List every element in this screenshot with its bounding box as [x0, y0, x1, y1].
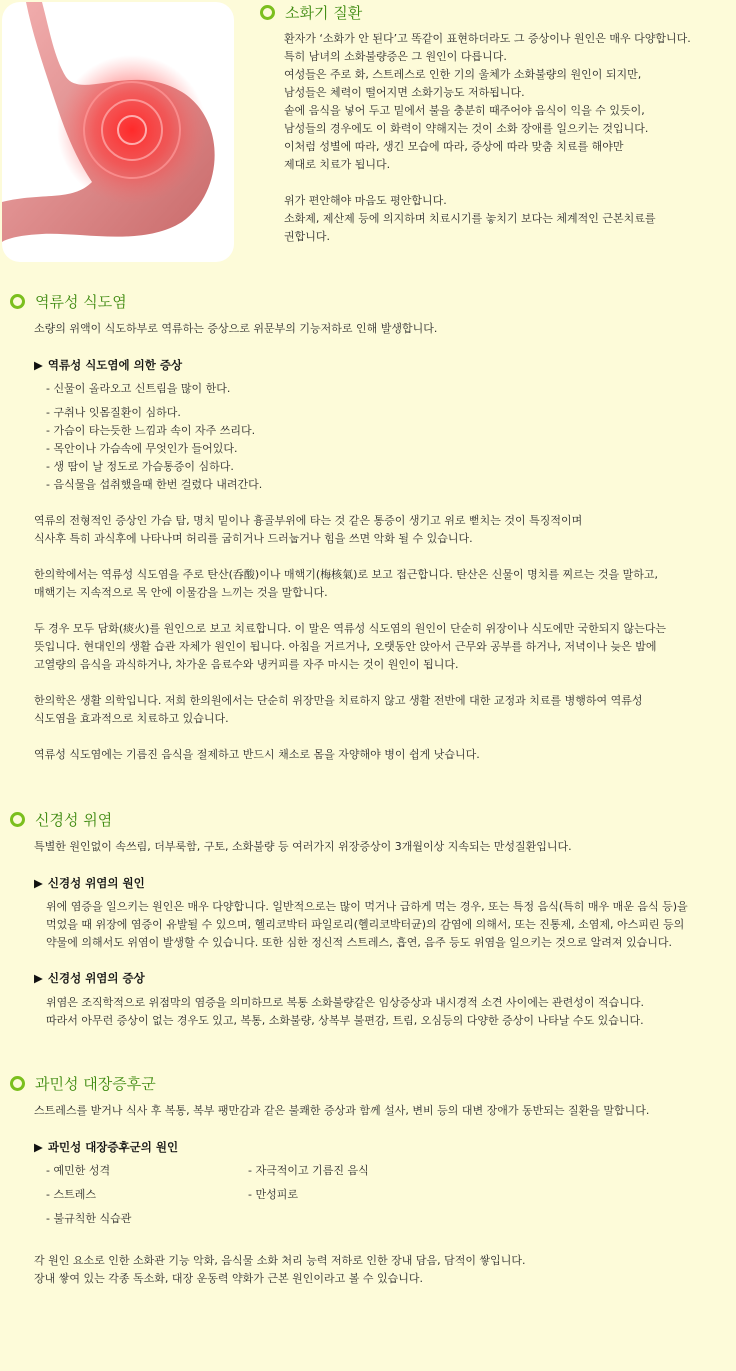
text-line: 한의학은 생활 의학입니다. 저희 한의원에서는 단순히 위장만을 치료하지 않고 생활 전반에 대한 교정과 치료를 병행하여 역류성 [34, 694, 643, 707]
text-line: 식사후 특히 과식후에 나타나며 허리를 굽히거나 드러눕거나 힘을 쓰면 악화 될 수 있습니다. [34, 532, 473, 545]
subheading-text: 역류성 식도염에 의한 증상 [47, 358, 183, 372]
gastritis-cause-heading [34, 875, 145, 891]
gastritis-cause-text [46, 898, 688, 952]
text-line: 남성들은 체력이 떨어지면 소화기능도 저하됩니다. [284, 86, 525, 99]
section-title-ibs [10, 1073, 156, 1094]
text-line: 매핵기는 지속적으로 목 안에 이물감을 느끼는 것을 말합니다. [34, 586, 328, 599]
text-line: 고열량의 음식을 과식하거나, 차가운 음료수와 냉커피를 자주 마시는 것이 원인이 됩니다. [34, 658, 459, 671]
text-line: 여성들은 주로 화, 스트레스로 인한 기의 울체가 소화불량의 원인이 되지만, [284, 68, 642, 81]
reflux-paragraph-4 [34, 692, 643, 728]
text-line: 뜻입니다. 현대인의 생활 습관 자체가 원인이 됩니다. 아침을 거르거나, 오랫동안 앉아서 근무와 공부를 하거나, 저녁이나 늦은 밤에 [34, 640, 657, 653]
circle-bullet-icon [10, 812, 25, 827]
subheading-text: 신경성 위염의 원인 [47, 876, 145, 890]
gastritis-symptom-text [46, 994, 644, 1030]
reflux-intro: 소량의 위액이 식도하부로 역류하는 증상으로 위문부의 기능저하로 인해 발생합니다. [34, 322, 438, 335]
text-line: 남성들의 경우에도 이 화력이 약해지는 것이 소화 장애를 일으키는 것입니다. [284, 122, 649, 135]
arrow-right-icon: ▶ [34, 1140, 43, 1154]
cause-item: - 자극적이고 기름진 음식 [248, 1164, 369, 1177]
gastritis-intro: 특별한 원인없이 속쓰림, 더부룩함, 구토, 소화불량 등 여러가지 위장증상이 3개월이상 지속되는 만성질환입니다. [34, 840, 572, 853]
circle-bullet-icon [260, 5, 275, 20]
cause-item: - 만성피로 [248, 1188, 298, 1201]
text-line: 소화제, 제산제 등에 의지하며 치료시기를 놓치기 보다는 체계적인 근본치료를 [284, 212, 656, 225]
reflux-symptoms-heading [34, 357, 182, 373]
ibs-outro [34, 1252, 525, 1288]
text-line: 권합니다. [284, 230, 331, 243]
text-line: 따라서 아무런 증상이 없는 경우도 있고, 복통, 소화불량, 상복부 불편감, 트림, 오심등의 다양한 증상이 나타날 수도 있습니다. [46, 1014, 644, 1027]
text-line: 환자가 ‘소화가 안 된다’고 똑같이 표현하더라도 그 증상이나 원인은 매우 다양합니다. [284, 32, 691, 45]
text-line: 두 경우 모두 담화(痰火)를 원인으로 보고 치료합니다. 이 말은 역류성 식도염의 원인이 단순히 위장이나 식도에만 국한되지 않는다는 [34, 622, 666, 635]
text-line: 위가 편안해야 마음도 평안합니다. [284, 194, 447, 207]
text-line: 역류의 전형적인 증상인 가슴 탐, 명치 밑이나 흉골부위에 타는 것 같은 통증이 생기고 위로 뻗치는 것이 특징적이며 [34, 514, 583, 527]
stomach-illustration [2, 2, 234, 262]
subheading-text: 신경성 위염의 증상 [47, 971, 145, 985]
arrow-right-icon: ▶ [34, 971, 43, 985]
text-line: 장내 쌓여 있는 각종 독소화, 대장 운동력 약화가 근본 원인이라고 볼 수 있습니다. [34, 1272, 423, 1285]
text-line: 제대로 치료가 됩니다. [284, 158, 391, 171]
digestive-description [284, 30, 691, 246]
symptom-item: - 가슴이 타는듯한 느낌과 속이 자주 쓰리다. [46, 424, 256, 437]
text-line: 한의학에서는 역류성 식도염을 주로 탄산(呑酸)이나 매핵기(梅核氣)로 보고 접근합니다. 탄산은 신물이 명치를 찌르는 것을 말하고, [34, 568, 659, 581]
cause-item: - 불규칙한 식습관 [46, 1212, 132, 1225]
reflux-symptom-list [46, 404, 262, 494]
arrow-right-icon: ▶ [34, 876, 43, 890]
ibs-cause-heading [34, 1139, 178, 1155]
cause-item: - 예민한 성격 [46, 1164, 111, 1177]
section-title-text: 신경성 위염 [35, 811, 113, 829]
circle-bullet-icon [10, 1076, 25, 1091]
symptom-item: - 목안이나 가슴속에 무엇인가 들어있다. [46, 442, 238, 455]
text-line: 이처럼 성별에 따라, 생긴 모습에 따라, 증상에 따라 맞춤 치료를 해야만 [284, 140, 624, 153]
reflux-paragraph-2 [34, 566, 658, 602]
text-line: 위염은 조직학적으로 위점막의 염증을 의미하므로 복통 소화불량같은 임상증상과 내시경적 소견 사이에는 관련성이 적습니다. [46, 996, 645, 1009]
section-title-text: 역류성 식도염 [35, 293, 127, 311]
symptom-item: - 음식물을 섭취했을때 한번 걸렸다 내려간다. [46, 478, 263, 491]
circle-bullet-icon [10, 294, 25, 309]
reflux-paragraph-1 [34, 512, 582, 548]
subheading-text: 과민성 대장증후군의 원인 [47, 1140, 179, 1154]
symptom-item: - 구취나 잇몸질환이 심하다. [46, 406, 181, 419]
section-title-reflux [10, 291, 127, 312]
text-line: 먹었을 때 위장에 염증이 유발될 수 있으며, 헬리코박터 파일로리(헬리코박터균)의 감염에 의해서, 또는 진통제, 소염제, 아스피린 등의 [46, 918, 685, 931]
text-line: 식도염을 효과적으로 치료하고 있습니다. [34, 712, 229, 725]
cause-item: - 스트레스 [46, 1188, 96, 1201]
gastritis-symptom-heading [34, 970, 145, 986]
text-line: 위에 염증을 일으키는 원인은 매우 다양합니다. 일반적으로는 많이 먹거나 급하게 먹는 경우, 또는 특정 음식(특히 매우 매운 음식 등)을 [46, 900, 688, 913]
section-title-gastritis [10, 809, 112, 830]
symptom-item: - 신물이 올라오고 신트림을 많이 한다. [46, 382, 231, 395]
text-line: 특히 남녀의 소화불량증은 그 원인이 다릅니다. [284, 50, 507, 63]
section-title-digestive [260, 2, 362, 23]
text-line: 솥에 음식을 넣어 두고 밑에서 불을 충분히 때주어야 음식이 익을 수 있듯이, [284, 104, 645, 117]
text-line [284, 174, 691, 192]
section-title-text: 소화기 질환 [285, 4, 363, 22]
ibs-causes-right [248, 1162, 369, 1210]
arrow-right-icon: ▶ [34, 358, 43, 372]
text-line: 약물에 의해서도 위염이 발생할 수 있습니다. 또한 심한 정신적 스트레스, 흡연, 음주 등도 위염을 일으키는 것으로 알려져 있습니다. [46, 936, 672, 949]
reflux-paragraph-5: 역류성 식도염에는 기름진 음식을 절제하고 반드시 채소로 몸을 자양해야 병이 쉽게 낫습니다. [34, 748, 480, 761]
symptom-item: - 생 땀이 날 정도로 가슴통증이 심하다. [46, 460, 234, 473]
ibs-intro: 스트레스를 받거나 식사 후 복통, 복부 팽만감과 같은 불쾌한 증상과 함께 설사, 변비 등의 대변 장애가 동반되는 질환을 말합니다. [34, 1104, 650, 1117]
ibs-causes-left [46, 1162, 131, 1234]
text-line: 각 원인 요소로 인한 소화관 기능 악화, 음식물 소화 처리 능력 저하로 인한 장내 담음, 담적이 쌓입니다. [34, 1254, 526, 1267]
section-title-text: 과민성 대장증후군 [35, 1075, 156, 1093]
reflux-paragraph-3 [34, 620, 666, 674]
